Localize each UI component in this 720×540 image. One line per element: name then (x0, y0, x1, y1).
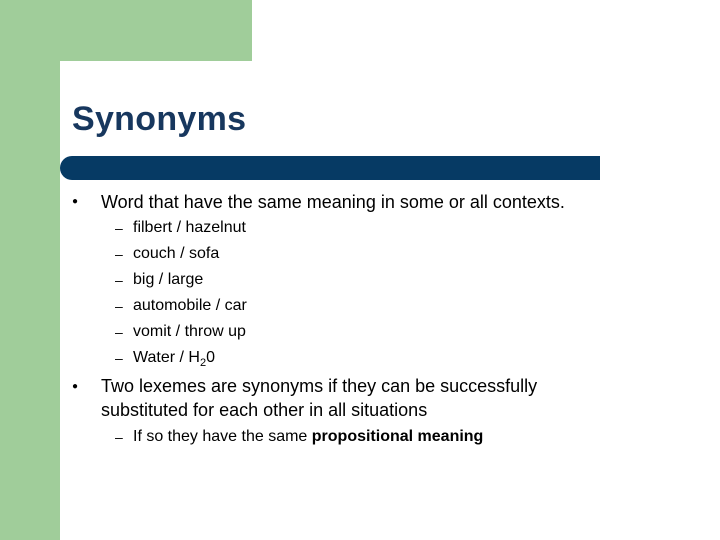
subitem-prefix: If so they have the same (133, 428, 312, 445)
bullet-icon: ● (72, 381, 79, 392)
subitem-4: automobile / car (133, 297, 247, 314)
bullet-2-line-2: substituted for each other in all situations (101, 400, 428, 420)
subitem-propositional (133, 427, 483, 447)
subitem-1: filbert / hazelnut (133, 219, 246, 236)
water-subscript: 2 (199, 357, 207, 369)
green-left-band (0, 0, 60, 540)
bullet-icon: ● (72, 196, 79, 207)
slide-title: Synonyms (72, 100, 247, 138)
subitem-2: couch / sofa (133, 245, 220, 262)
dash-icon: – (115, 324, 123, 340)
title-underline-bar (60, 156, 600, 180)
dash-icon: – (115, 220, 123, 236)
subitem-5: vomit / throw up (133, 323, 246, 340)
subitem-6 (133, 348, 215, 369)
water-suffix: 0 (206, 349, 215, 366)
subitem-3: big / large (133, 271, 204, 288)
bullet-2-line-1: Two lexemes are synonyms if they can be successfully (101, 376, 538, 396)
dash-icon: – (115, 246, 123, 262)
dash-icon: – (115, 350, 123, 366)
dash-icon: – (115, 429, 123, 445)
bullet-1-text: Word that have the same meaning in some or all contexts. (101, 192, 565, 212)
dash-icon: – (115, 298, 123, 314)
water-prefix: Water / H (133, 349, 200, 366)
propositional-meaning-term: propositional meaning (311, 428, 484, 445)
green-top-band (60, 0, 252, 61)
dash-icon: – (115, 272, 123, 288)
